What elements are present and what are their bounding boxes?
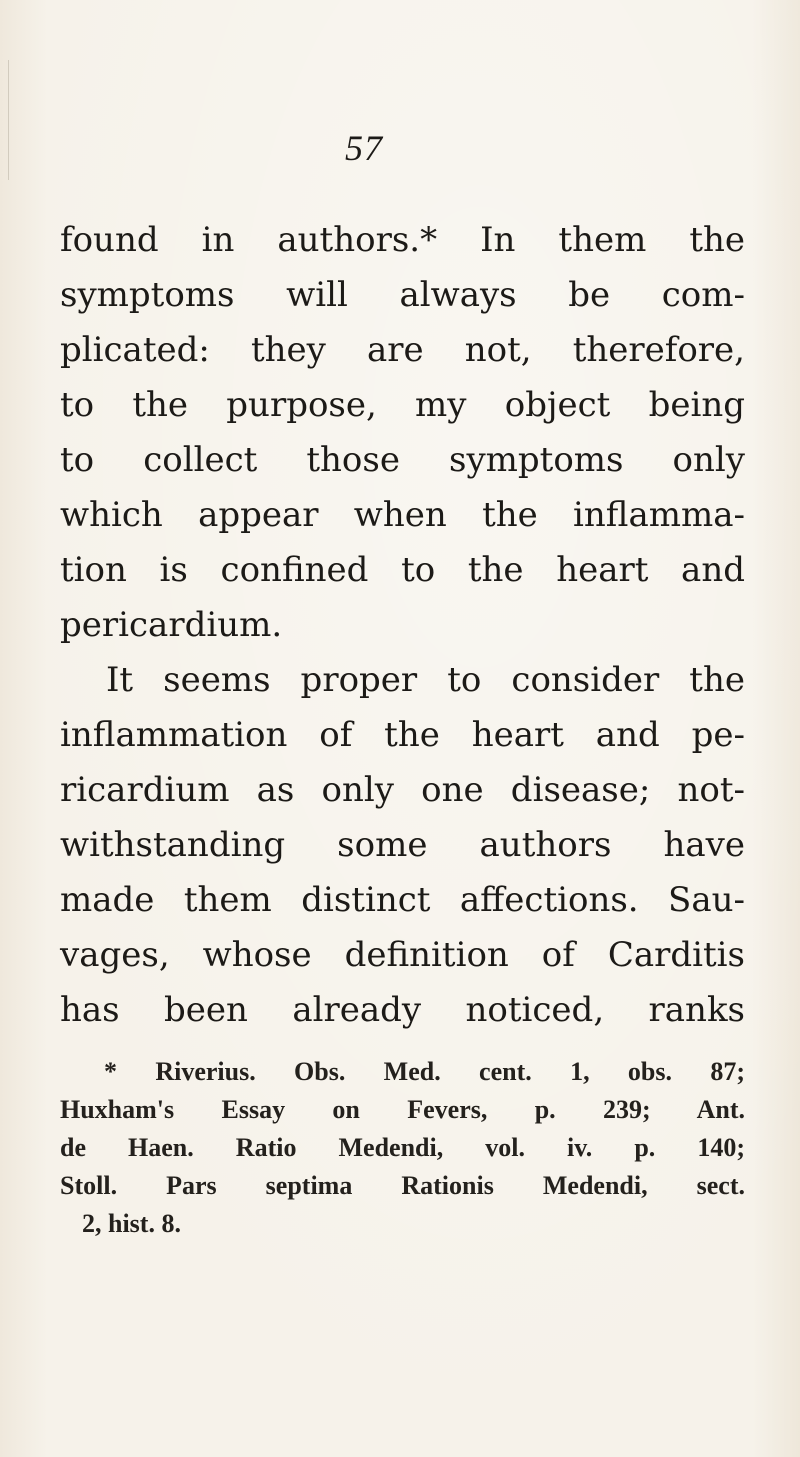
body-line: symptoms will always be com- [60, 275, 745, 315]
body-line: to collect those symptoms only [60, 440, 745, 480]
page-edge-shadow [8, 60, 9, 180]
body-line: has been already noticed, ranks [60, 990, 745, 1030]
footnote-line: de Haen. Ratio Medendi, vol. iv. p. 140; [60, 1133, 745, 1162]
body-line: plicated: they are not, therefore, [60, 330, 745, 370]
body-line: vages, whose definition of Carditis [60, 935, 745, 975]
footnote-line: * Riverius. Obs. Med. cent. 1, obs. 87; [104, 1057, 745, 1086]
body-line: inflammation of the heart and pe- [60, 715, 745, 755]
body-line: tion is confined to the heart and [60, 550, 745, 590]
footnote-line: 2, hist. 8. [82, 1209, 181, 1238]
footnote-line: Huxham's Essay on Fevers, p. 239; Ant. [60, 1095, 745, 1124]
body-line: found in authors.* In them the [60, 220, 745, 260]
body-line: pericardium. [60, 605, 283, 645]
body-line: made them distinct affections. Sau- [60, 880, 745, 920]
body-line: which appear when the inflamma- [60, 495, 745, 535]
body-line: ricardium as only one disease; not- [60, 770, 745, 810]
body-line: withstanding some authors have [60, 825, 745, 865]
body-line: It seems proper to consider the [106, 660, 745, 700]
page-number: 57 [345, 128, 383, 168]
body-line: to the purpose, my object being [60, 385, 745, 425]
footnote-line: Stoll. Pars septima Rationis Medendi, sect. [60, 1171, 745, 1200]
